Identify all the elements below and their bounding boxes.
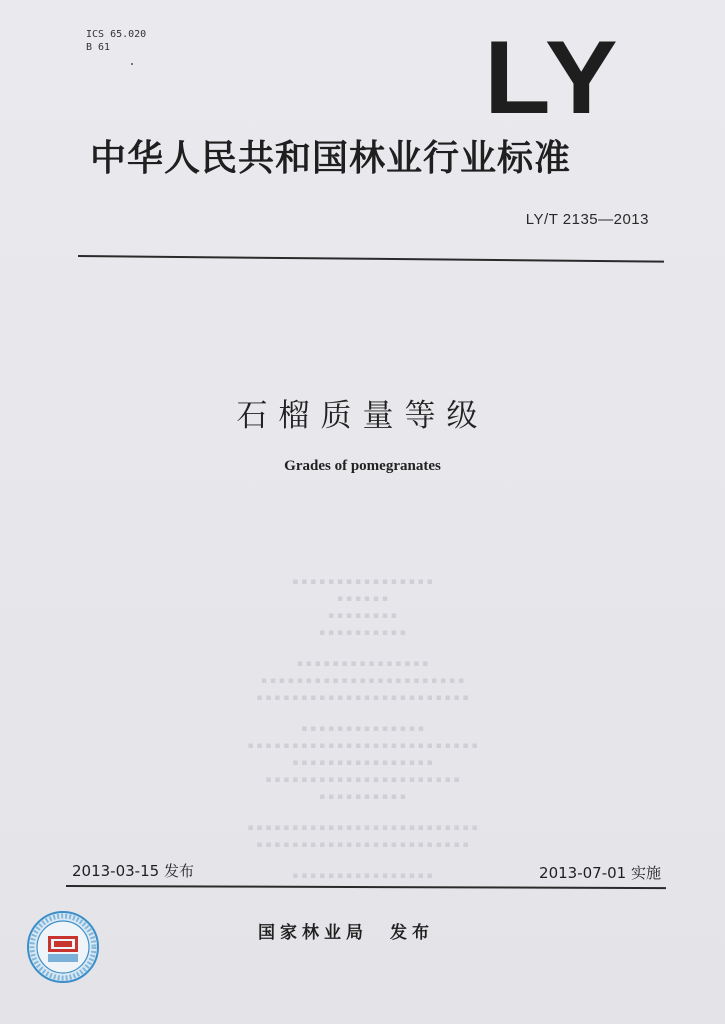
standards-press-seal-icon xyxy=(26,910,100,984)
footer-divider xyxy=(66,885,666,889)
bleed-line: ▪ ▪ ▪ ▪ ▪ ▪ ▪ ▪ ▪ ▪ ▪ ▪ ▪ ▪ ▪ xyxy=(296,659,429,669)
bleed-line: ▪ ▪ ▪ ▪ ▪ ▪ ▪ ▪ ▪ ▪ ▪ ▪ ▪ ▪ ▪ ▪ xyxy=(292,871,433,881)
bleed-line: ▪ ▪ ▪ ▪ ▪ ▪ ▪ ▪ ▪ ▪ ▪ ▪ ▪ ▪ ▪ ▪ xyxy=(292,577,433,587)
bleed-line: ▪ ▪ ▪ ▪ ▪ ▪ ▪ ▪ ▪ ▪ ▪ ▪ ▪ ▪ ▪ ▪ ▪ ▪ ▪ ▪ ▪ ▪ ▪ xyxy=(260,676,465,686)
bleed-line: ▪ ▪ ▪ ▪ ▪ ▪ ▪ ▪ ▪ ▪ ▪ ▪ ▪ ▪ ▪ ▪ ▪ ▪ ▪ ▪ ▪ ▪ ▪ ▪ xyxy=(256,693,469,703)
scan-speck xyxy=(131,63,133,65)
bleed-line: ▪ ▪ ▪ ▪ ▪ ▪ ▪ ▪ ▪ ▪ ▪ ▪ ▪ ▪ ▪ ▪ ▪ ▪ ▪ ▪ ▪ ▪ xyxy=(265,775,460,785)
document-title-cn: 石榴质量等级 xyxy=(236,398,489,434)
ccs-code: B 61 xyxy=(86,42,111,53)
bleed-line: ▪ ▪ ▪ ▪ ▪ ▪ ▪ ▪ ▪ ▪ ▪ ▪ ▪ ▪ ▪ ▪ xyxy=(292,758,433,768)
bleed-line: ▪ ▪ ▪ ▪ ▪ ▪ xyxy=(337,594,388,604)
standard-category-title: 中华人民共和国林业行业标准 xyxy=(90,138,572,179)
bleed-line: ▪ ▪ ▪ ▪ ▪ ▪ ▪ ▪ xyxy=(328,611,397,621)
reverse-side-bleed-through xyxy=(0,574,725,885)
issue-date: 2013-03-15 发布 xyxy=(72,862,194,880)
bleed-line: ▪ ▪ ▪ ▪ ▪ ▪ ▪ ▪ ▪ ▪ ▪ ▪ ▪ ▪ xyxy=(301,724,424,734)
bleed-line: ▪ ▪ ▪ ▪ ▪ ▪ ▪ ▪ ▪ ▪ ▪ ▪ ▪ ▪ ▪ ▪ ▪ ▪ ▪ ▪ ▪ ▪ ▪ ▪ xyxy=(256,840,469,850)
ics-code: ICS 65.020 xyxy=(86,29,147,40)
publisher-line xyxy=(258,918,434,943)
standard-number: LY/T 2135—2013 xyxy=(525,211,649,228)
bleed-line: ▪ ▪ ▪ ▪ ▪ ▪ ▪ ▪ ▪ ▪ xyxy=(319,792,406,802)
bleed-line: ▪ ▪ ▪ ▪ ▪ ▪ ▪ ▪ ▪ ▪ ▪ ▪ ▪ ▪ ▪ ▪ ▪ ▪ ▪ ▪ ▪ ▪ ▪ ▪ ▪ ▪ xyxy=(247,823,478,833)
classification-codes xyxy=(86,28,146,54)
ly-logo: LY xyxy=(484,20,622,136)
bleed-line: ▪ ▪ ▪ ▪ ▪ ▪ ▪ ▪ ▪ ▪ xyxy=(319,628,406,638)
document-title-en: Grades of pomegranates xyxy=(284,458,441,474)
publisher-verb: 发布 xyxy=(390,923,434,943)
publisher-name: 国家林业局 xyxy=(258,923,368,943)
header-divider xyxy=(78,255,664,263)
implementation-date: 2013-07-01 实施 xyxy=(539,864,661,882)
bleed-line: ▪ ▪ ▪ ▪ ▪ ▪ ▪ ▪ ▪ ▪ ▪ ▪ ▪ ▪ ▪ ▪ ▪ ▪ ▪ ▪ ▪ ▪ ▪ ▪ ▪ ▪ xyxy=(247,741,478,751)
